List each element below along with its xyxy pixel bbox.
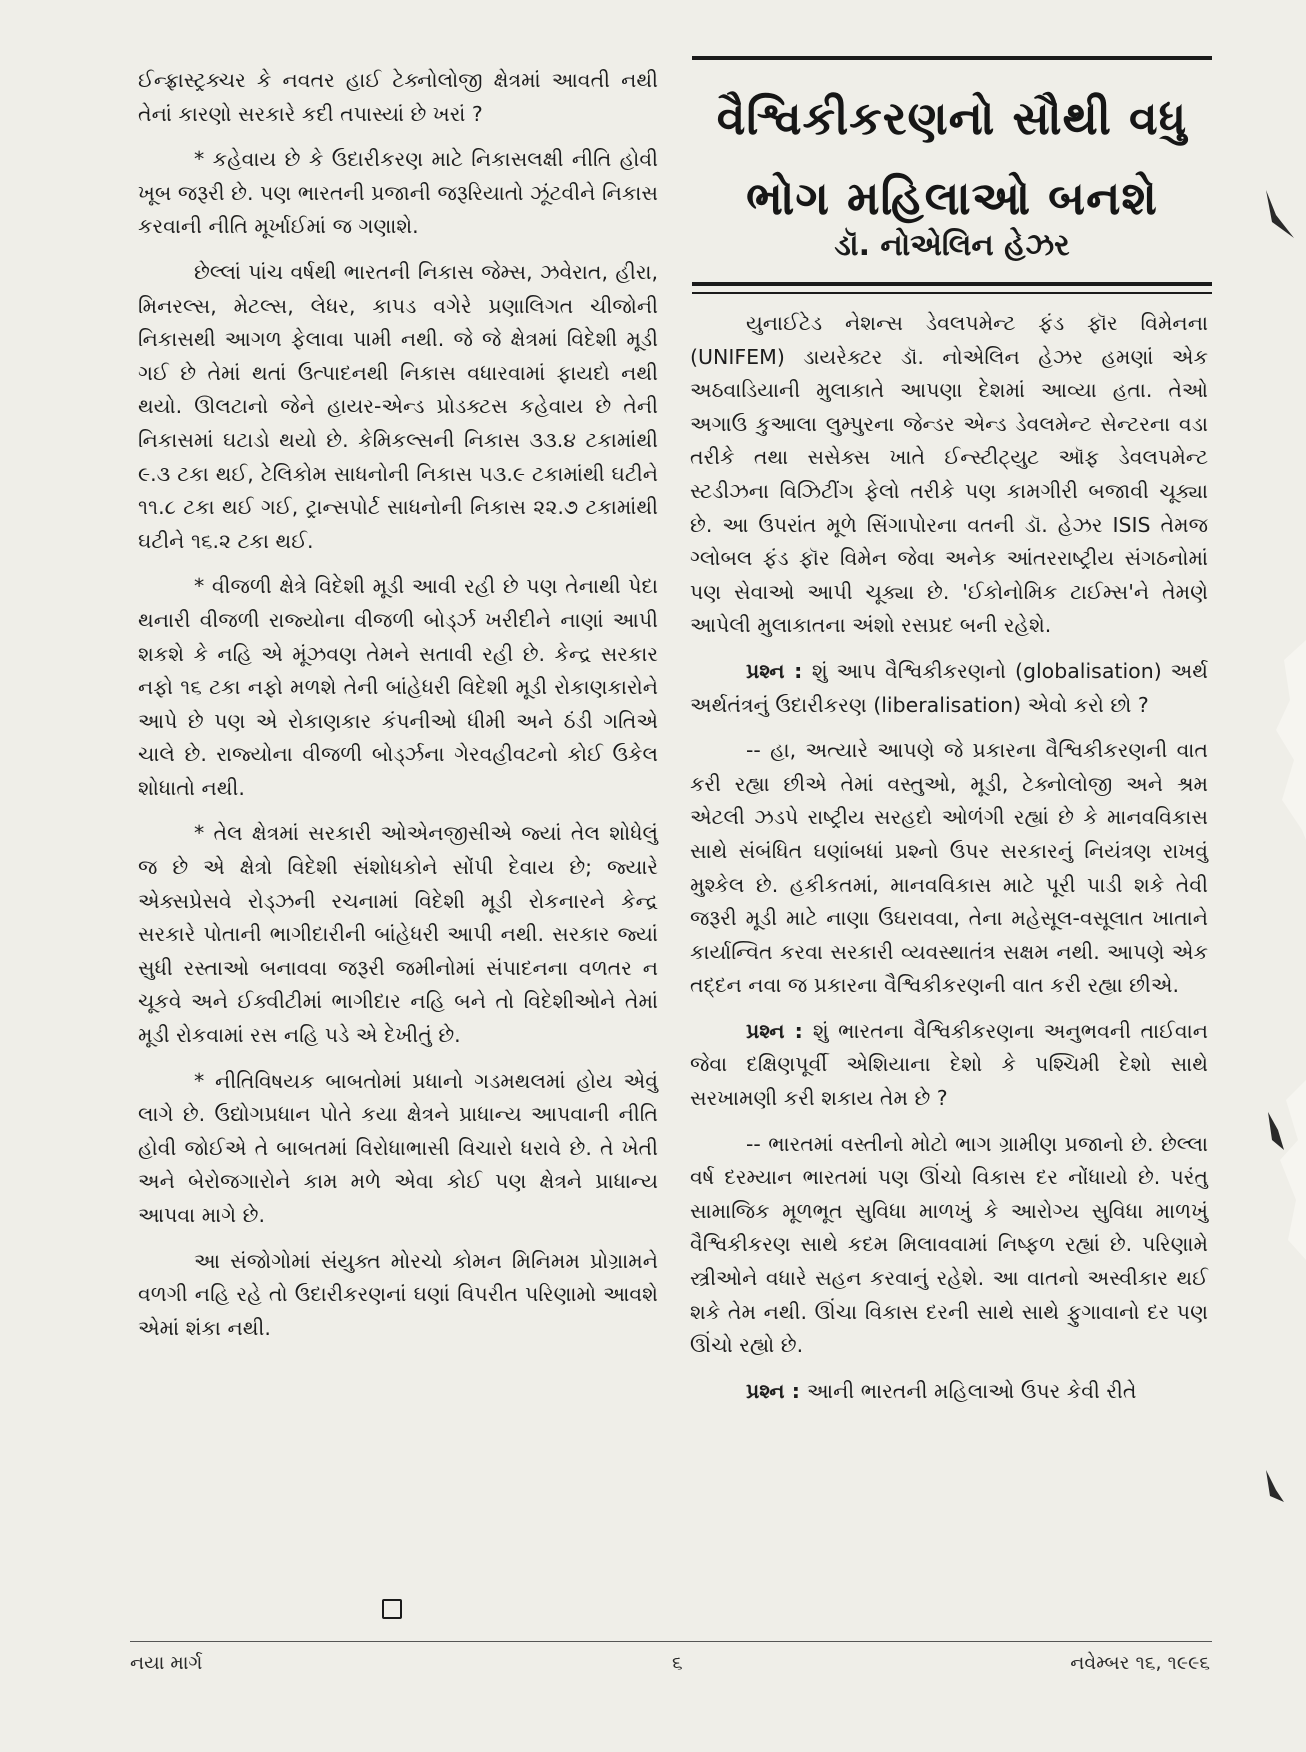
footer-publication: નયા માર્ગ bbox=[130, 1652, 203, 1674]
question-label: પ્રશ્ન : bbox=[746, 1018, 813, 1043]
title-line-2: ભોગ મહિલાઓ બનશે bbox=[746, 171, 1158, 225]
torn-edge-decoration bbox=[1206, 0, 1306, 1752]
left-paragraph: છેલ્લાં પાંચ વર્ષથી ભારતની નિકાસ જેમ્સ, ઝવેરાત, હીરા, મિનરલ્સ, મેટલ્સ, લેધર, કાપડ વગેરે પ્રણાલિગત ચીજોની નિકાસથી આગળ ફેલાવા પામી નથી. જે જે ક્ષેત્રમાં વિદેશી મૂડી ગઈ છે તેમાં થતાં ઉત્પાદનથી નિકાસ વધારવામાં ફાયદો નથી થયો. ઊલટાનો જેને હાયર-એન્ડ પ્રોડક્ટસ કહેવાય છે તેની નિકાસમાં ઘટાડો થયો છે. કેમિકલ્સની નિકાસ ૩૩.૪ ટકામાંથી ૯.૩ ટકા થઈ, ટેલિકોમ સાધનોની નિકાસ ૫૩.૯ ટકામાંથી ઘટીને ૧૧.૮ ટકા થઈ ગઈ, ટ્રાન્સપોર્ટ સાધનોની નિકાસ ૨૨.૭ ટકામાંથી ઘટીને ૧૬.૨ ટકા થઈ. bbox=[138, 259, 658, 553]
title-line-1: વૈશ્વિકીકરણનો સૌથી વધુ bbox=[716, 91, 1188, 145]
question-text: શું ભારતના વૈશ્વિકીકરણના અનુભવની તાઈવાન જેવા દક્ષિણપૂર્વી એશિયાના દેશો કે પશ્ચિમી દેશો સાથે સરખામણી કરી શકાય તેમ છે ? bbox=[690, 1018, 1208, 1111]
question-label: પ્રશ્ન : bbox=[746, 658, 812, 683]
article-author: ડૉ. નોએલિન હેઝર bbox=[834, 228, 1070, 263]
answer-2: -- ભારતમાં વસ્તીનો મોટો ભાગ ગ્રામીણ પ્રજાનો છે. છેલ્લા વર્ષ દરમ્યાન ભારતમાં પણ ઊંચો વિકાસ દર નોંધાયો છે. પરંતુ સામાજિક મૂળભૂત સુવિધા માળખું કે આરોગ્ય સુવિધા માળખું વૈશ્વિકીકરણ સાથે કદમ મિલાવવામાં નિષ્ફળ રહ્યાં છે. પરિણામે સ્ત્રીઓને વધારે સહન કરવાનું રહેશે. આ વાતનો અસ્વીકાર થઈ શકે તેમ નથી. ઊંચા વિકાસ દરની સાથે સાથે ફુગાવાનો દર પણ ઊંચો રહ્યો છે. bbox=[690, 1131, 1208, 1358]
footer-rule bbox=[130, 1641, 1212, 1642]
author-rule-bottom bbox=[692, 292, 1212, 294]
article-title bbox=[690, 78, 1214, 238]
question-1 bbox=[690, 655, 1208, 722]
intro-paragraph: યુનાઈટેડ નેશન્સ ડેવલપમેન્ટ ફંડ ફૉર વિમેનના (UNIFEM) ડાયરેક્ટર ડૉ. નોએલિન હેઝર હમણાં એક અઠવાડિયાની મુલાકાતે આપણા દેશમાં આવ્યા હતા. તેઓ અગાઉ કુઆલા લુમ્પુરના જેન્ડર એન્ડ ડેવલમેન્ટ સેન્ટરના વડા તરીકે તથા સસેક્સ ખાતે ઈન્સ્ટીટ્યુટ ઑફ ડેવલપમેન્ટ સ્ટડીઝના વિઝિટીંગ ફેલો તરીકે પણ કામગીરી બજાવી ચૂક્યા છે. આ ઉપરાંત મૂળે સિંગાપોરના વતની ડૉ. હેઝર ISIS તેમજ ગ્લોબલ ફંડ ફૉર વિમેન જેવા અનેક આંતરરાષ્ટ્રીય સંગઠનોમાં પણ સેવાઓ આપી ચૂક્યા છે. 'ઈકોનોમિક ટાઈમ્સ'ને તેમણે આપેલી મુલાકાતના અંશો રસપ્રદ બની રહેશે. bbox=[690, 311, 1208, 638]
end-of-article-mark bbox=[382, 1599, 402, 1619]
question-3 bbox=[690, 1375, 1208, 1409]
footer-date: નવેમ્બર ૧૬, ૧૯૯૬ bbox=[1070, 1652, 1210, 1674]
right-column bbox=[690, 307, 1208, 1408]
left-paragraph: * કહેવાય છે કે ઉદારીકરણ માટે નિકાસલક્ષી નીતિ હોવી ખૂબ જરૂરી છે. પણ ભારતની પ્રજાની જરૂરિયાતો ઝૂંટવીને નિકાસ કરવાની નીતિ મૂર્ખાઈમાં જ ગણાશે. bbox=[138, 147, 658, 239]
left-paragraph: * તેલ ક્ષેત્રમાં સરકારી ઓએનજીસીએ જ્યાં તેલ શોધેલું જ છે એ ક્ષેત્રો વિદેશી સંશોધકોને સોંપી દેવાય છે; જ્યારે એક્સપ્રેસવે રોડ્ઝની રચનામાં વિદેશી મૂડી રોકનારને કેન્દ્ર સરકારે પોતાની ભાગીદારીની બાંહેધરી આપી નથી. સરકાર જ્યાં સુધી રસ્તાઓ બનાવવા જરૂરી જમીનોમાં સંપાદનના વળતર ન ચૂકવે અને ઈક્વીટીમાં ભાગીદાર નહિ બને તો વિદેશીઓને તેમાં મૂડી રોકવામાં રસ નહિ પડે એ દેખીતું છે. bbox=[138, 821, 658, 1048]
footer-page-number: ૬ bbox=[672, 1652, 683, 1674]
question-label: પ્રશ્ન : bbox=[746, 1378, 808, 1403]
answer-1: -- હા, અત્યારે આપણે જે પ્રકારના વૈશ્વિકીકરણની વાત કરી રહ્યા છીએ તેમાં વસ્તુઓ, મૂડી, ટેક્નોલોજી અને શ્રમ એટલી ઝડપે રાષ્ટ્રીય સરહદો ઓળંગી રહ્યાં છે કે માનવવિકાસ સાથે સંબંધિત ઘણાંબધાં પ્રશ્નો ઉપર સરકારનું નિયંત્રણ રાખવું મુશ્કેલ છે. હકીકતમાં, માનવવિકાસ માટે પૂરી પાડી શકે તેવી જરૂરી મૂડી માટે નાણા ઉઘરાવવા, તેના મહેસૂલ-વસૂલાત ખાતાને કાર્યાન્વિત કરવા સરકારી વ્યવસ્થાતંત્ર સક્ષમ નથી. આપણે એક તદ્દન નવા જ પ્રકારના વૈશ્વિકીકરણની વાત કરી રહ્યા છીએ. bbox=[690, 738, 1208, 998]
title-top-rule bbox=[692, 56, 1212, 60]
left-paragraph: ઈન્ફ્રાસ્ટ્રક્ચર કે નવતર હાઈ ટેક્નોલોજી ક્ષેત્રમાં આવતી નથી તેનાં કારણો સરકારે કદી તપાસ્યાં છે ખરાં ? bbox=[138, 68, 658, 126]
author-rule-top bbox=[692, 282, 1212, 286]
question-text: શું આપ વૈશ્વિકીકરણનો (globalisation) અર્થ અર્થતંત્રનું ઉદારીકરણ (liberalisation) એવો કરો છો ? bbox=[690, 658, 1208, 717]
left-paragraph: * વીજળી ક્ષેત્રે વિદેશી મૂડી આવી રહી છે પણ તેનાથી પેદા થનારી વીજળી રાજ્યોના વીજળી બોર્ડ્ઝ ખરીદીને નાણાં આપી શકશે કે નહિ એ મૂંઝવણ તેમને સતાવી રહી છે. કેન્દ્ર સરકાર નફો ૧૬ ટકા નફો મળશે તેની બાંહેધરી વિદેશી મૂડી રોકાણકારોને આપે છે પણ એ રોકાણકાર કંપનીઓ ધીમી અને ઠંડી ગતિએ ચાલે છે. રાજ્યોના વીજળી બોર્ડ્ઝના ગેરવહીવટનો કોઈ ઉકેલ શોધાતો નથી. bbox=[138, 574, 658, 800]
left-paragraph: આ સંજોગોમાં સંયુક્ત મોરચો કોમન મિનિમમ પ્રોગ્રામને વળગી નહિ રહે તો ઉદારીકરણનાં ઘણાં વિપરીત પરિણામો આવશે એમાં શંકા નથી. bbox=[138, 1248, 658, 1340]
question-2 bbox=[690, 1015, 1208, 1116]
left-paragraph: * નીતિવિષયક બાબતોમાં પ્રધાનો ગડમથલમાં હોય એવું લાગે છે. ઉદ્યોગપ્રધાન પોતે કયા ક્ષેત્રને પ્રાધાન્ય આપવાની નીતિ હોવી જોઈએ તે બાબતમાં વિરોધાભાસી વિચારો ધરાવે છે. તે ખેતી અને બેરોજગારોને કામ મળે એવા કોઈ પણ ક્ષેત્રને પ્રાધાન્ય આપવા માગે છે. bbox=[138, 1068, 658, 1227]
question-text: આની ભારતની મહિલાઓ ઉપર કેવી રીતે bbox=[807, 1378, 1137, 1403]
left-column bbox=[138, 64, 658, 1345]
